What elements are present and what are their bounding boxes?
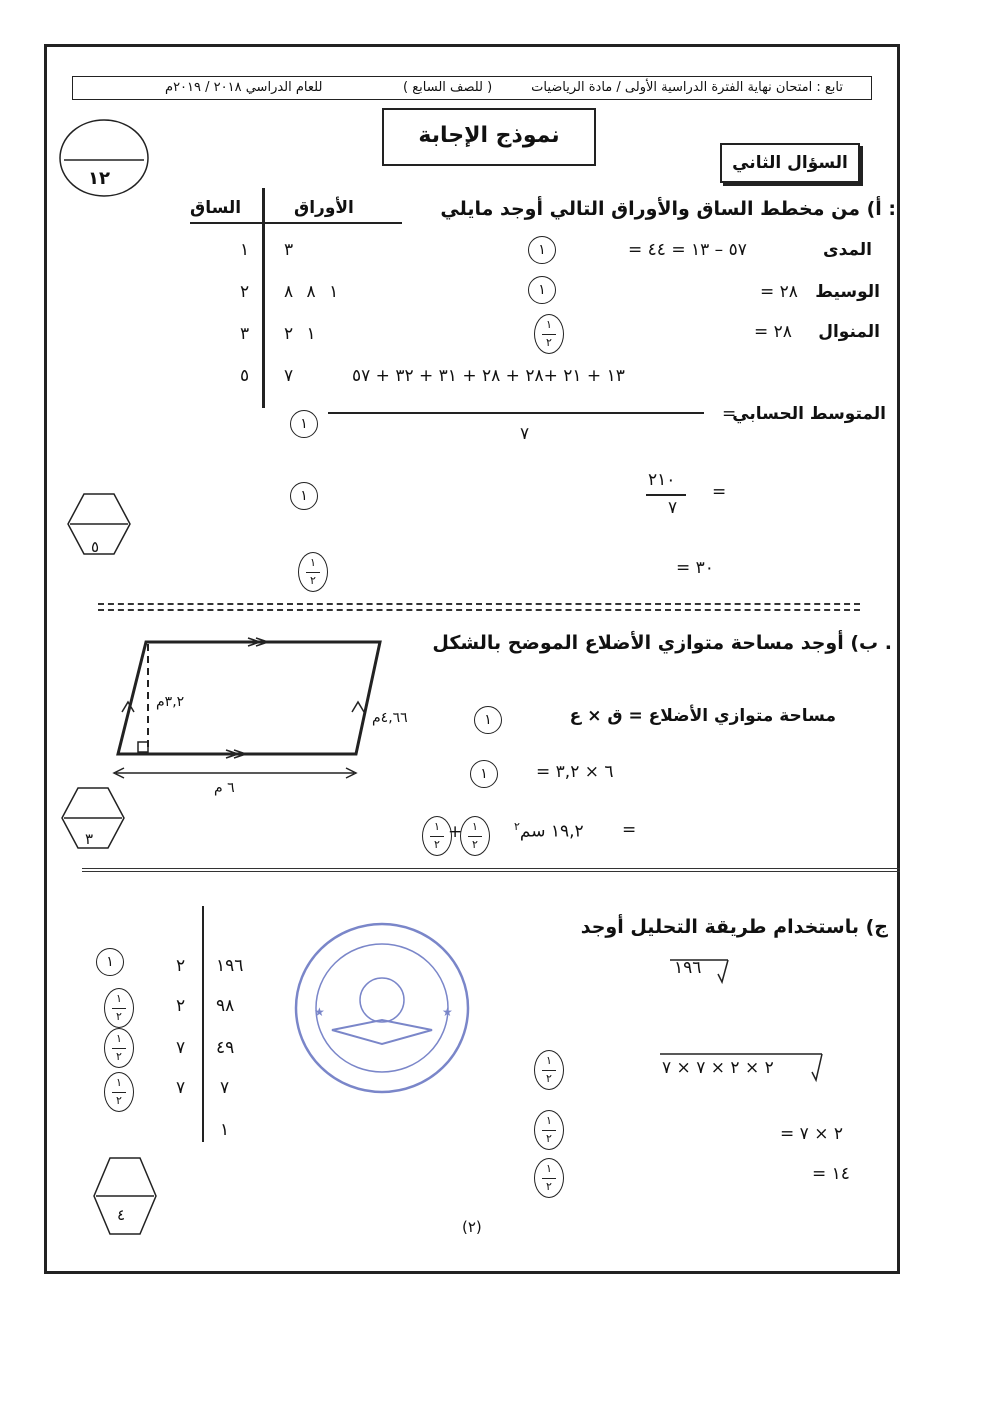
mean-numerator: ١٣ + ٢١ +٢٨ + ٢٨ + ٣١ + ٣٢ + ٥٧ [352, 366, 625, 386]
mark-one: ١ [470, 760, 498, 788]
range-expression: = ٥٧ – ١٣ = ٤٤ [628, 240, 747, 260]
mark-half: ١ ٢ [104, 1028, 134, 1068]
area-formula: مساحة متوازي الأضلاع = ق × ع [569, 706, 836, 726]
mean-step2-bar [646, 494, 686, 496]
svg-text:★: ★ [442, 1005, 453, 1019]
median-label: الوسيط [815, 282, 880, 302]
mark-one: ١ [528, 276, 556, 304]
question-label: السؤال الثاني [720, 143, 860, 183]
part-c-score-badge [92, 1156, 158, 1236]
part-a-score: ٥ [91, 538, 100, 556]
division-factor: ٢ [176, 996, 186, 1016]
mean-label: المتوسط الحسابي [732, 404, 886, 424]
mean-denominator: ٧ [520, 424, 530, 444]
mark-one: ١ [290, 482, 318, 510]
leaves-cell: ١ ٢ [284, 324, 316, 344]
page-number: (٢) [462, 1218, 482, 1236]
division-factor: ٧ [176, 1038, 186, 1058]
stem-cell: ٣ [240, 324, 250, 344]
mark-half: ١ ٢ [534, 1050, 564, 1090]
header-year: للعام الدراسي ٢٠١٨ / ٢٠١٩م [165, 80, 323, 95]
section-divider [82, 868, 900, 872]
stem-column-header: الساق [190, 198, 242, 218]
total-score: ١٢ [88, 168, 110, 189]
sqrt-result: = ١٤ [812, 1164, 850, 1184]
mark-one: ١ [96, 948, 124, 976]
stem-cell: ٢ [240, 282, 250, 302]
mark-half: ١ ٢ [298, 552, 328, 592]
header-grade: ( للصف السابع ) [403, 80, 493, 95]
range-label: المدى [822, 240, 872, 260]
mark-half: ١ ٢ [534, 314, 564, 354]
division-factor: ٢ [176, 956, 186, 976]
mark-one: ١ [290, 410, 318, 438]
division-number: ٤٩ [216, 1038, 235, 1058]
mean-step2-denominator: ٧ [668, 498, 678, 518]
mark-half: ١ ٢ [104, 988, 134, 1028]
part-c-score: ٤ [117, 1206, 126, 1224]
division-number: ١٩٦ [216, 956, 244, 976]
area-step2-equals: = [622, 820, 637, 840]
median-expression: = ٢٨ [760, 282, 798, 302]
stem-cell: ١ [240, 240, 250, 260]
area-step1: = ٦ × ٣,٢ [536, 762, 614, 782]
header-exam-title: تابع : امتحان نهاية الفترة الدراسية الأولى / مادة الرياضيات [531, 80, 843, 95]
base-label: ٦ م [214, 780, 235, 796]
mark-half: ١ ٢ [534, 1110, 564, 1150]
division-number: ٩٨ [216, 996, 235, 1016]
mark-one: ١ [474, 706, 502, 734]
radicand: ١٩٦ [674, 958, 702, 978]
mark-half: ١ ٢ [460, 816, 490, 856]
leaves-cell: ٧ [284, 366, 294, 386]
division-number: ١ [220, 1120, 230, 1140]
leaves-column-header: الأوراق [294, 198, 354, 218]
part-a-heading: أ) من مخطط الساق والأوراق التالي أوجد مايلي : [440, 198, 896, 220]
factor-expression: ٢ × ٢ × ٧ × ٧ [662, 1058, 774, 1078]
stem-leaf-divider [262, 188, 265, 408]
sqrt-step1: = ٢ × ٧ [780, 1124, 843, 1144]
part-c-heading: ج) باستخدام طريقة التحليل أوجد [580, 916, 888, 938]
mark-one: ١ [528, 236, 556, 264]
mark-half: ١ ٢ [422, 816, 452, 856]
mode-expression: = ٢٨ [754, 322, 792, 342]
plus-sign: + [448, 822, 463, 842]
mode-label: المنوال [818, 322, 880, 342]
mean-fraction-bar [328, 412, 704, 414]
area-result: ١٩,٢ سم$^٢$ [514, 820, 584, 842]
mean-result: = ٣٠ [676, 558, 714, 578]
exam-header [72, 76, 872, 100]
stem-leaf-header-line [190, 222, 402, 224]
leaves-cell: ٣ [284, 240, 294, 260]
section-divider [98, 603, 860, 611]
division-factor: ٧ [176, 1078, 186, 1098]
mean-equals: = [722, 404, 737, 424]
part-b-heading: ب) أوجد مساحة متوازي الأضلاع الموضح بالشكل . [432, 632, 892, 654]
part-b-score: ٣ [85, 830, 94, 848]
mark-half: ١ ٢ [534, 1158, 564, 1198]
height-label: ٣,٢م [156, 694, 185, 710]
mean-step2-equals: = [712, 482, 727, 502]
leaves-cell: ١ ٨ ٨ [284, 282, 339, 302]
page-title: نموذج الإجابة [382, 108, 596, 166]
svg-text:★: ★ [314, 1005, 325, 1019]
division-number: ٧ [220, 1078, 230, 1098]
mark-half: ١ ٢ [104, 1072, 134, 1112]
mean-step2-numerator: ٢١٠ [648, 470, 676, 490]
ministry-seal-stamp [292, 920, 472, 1096]
stem-cell: ٥ [240, 366, 250, 386]
side-label: ٤,٦٦م [372, 710, 408, 726]
division-divider [202, 906, 204, 1142]
